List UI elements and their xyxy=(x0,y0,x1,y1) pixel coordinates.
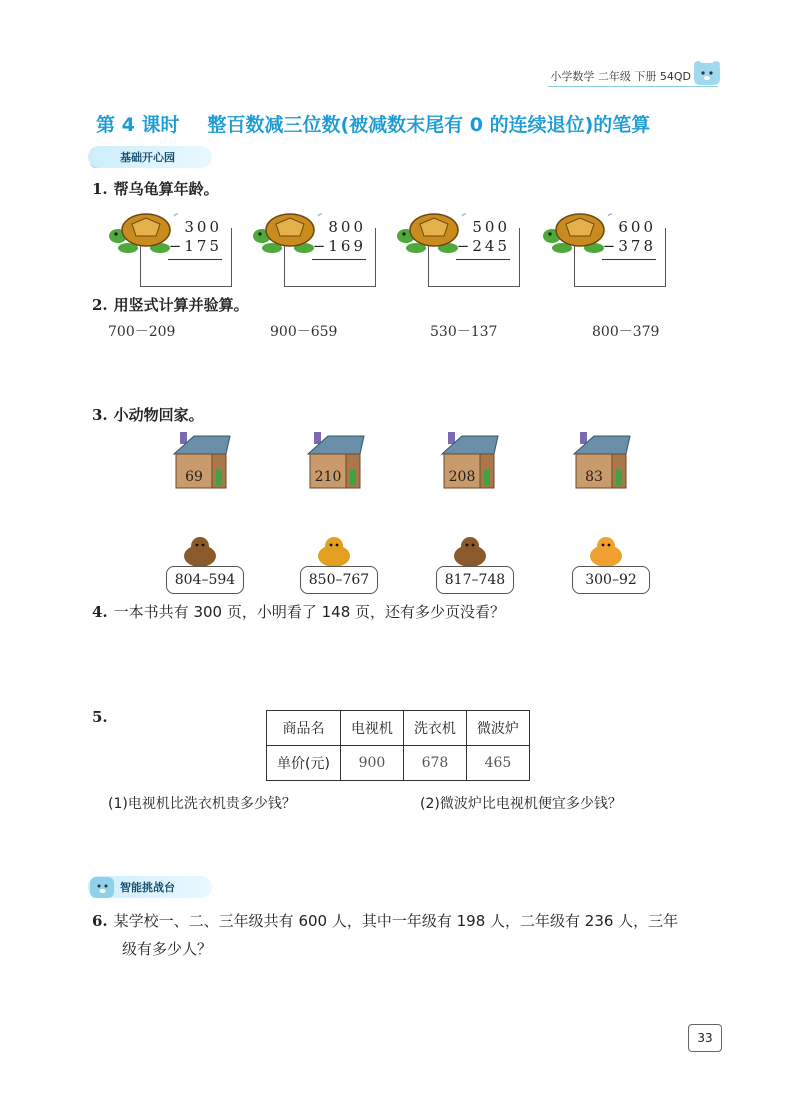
question-text: 帮乌龟算年龄。 xyxy=(113,180,219,198)
tiger-icon xyxy=(586,534,626,568)
minuend: 300 xyxy=(184,218,222,236)
section-challenge-label: 智能挑战台 xyxy=(88,876,212,898)
table-cell: 678 xyxy=(403,746,466,781)
lesson-title-text: 整百数减三位数(被减数末尾有 0 的连续退位)的笔算 xyxy=(207,114,651,136)
section-basic-label: 基础开心园 xyxy=(88,146,212,168)
bear-icon xyxy=(692,60,722,88)
question-6 xyxy=(92,907,678,963)
monkey-icon xyxy=(450,534,490,568)
animal-expression: 850–767 xyxy=(300,566,378,594)
vertical-subtraction xyxy=(312,218,366,260)
house-number: 69 xyxy=(185,469,203,485)
question-text: 用竖式计算并验算。 xyxy=(113,296,249,314)
table-row-label: 单价(元) xyxy=(267,746,341,781)
page-number: 33 xyxy=(688,1024,722,1052)
table-row xyxy=(267,711,530,746)
subtrahend: −169 xyxy=(312,237,366,255)
table-header-cell: 洗衣机 xyxy=(403,711,466,746)
table-row xyxy=(267,746,530,781)
lion-icon xyxy=(314,534,354,568)
question-text: 某学校一、二、三年级共有 600 人，其中一年级有 198 人，二年级有 236 人，三年 xyxy=(113,912,679,930)
animal-expression: 817–748 xyxy=(436,566,514,594)
expression: 900－659 xyxy=(270,324,338,340)
bear-icon xyxy=(88,874,116,900)
question-text: 小动物回家。 xyxy=(113,406,204,424)
table-header-cell: 微波炉 xyxy=(466,711,529,746)
question-3 xyxy=(92,404,204,425)
question-2 xyxy=(92,294,249,315)
expression: 700－209 xyxy=(108,324,176,340)
subtrahend: −245 xyxy=(456,237,510,255)
subtrahend: −378 xyxy=(602,237,656,255)
question-number: 6. xyxy=(92,912,108,930)
sub-question-1: (1)电视机比洗衣机贵多少钱？ xyxy=(108,796,296,812)
question-text: 一本书共有 300 页，小明看了 148 页，还有多少页没看？ xyxy=(113,603,506,621)
hedgehog-icon xyxy=(180,534,220,568)
house-number: 83 xyxy=(585,469,603,485)
vertical-subtraction xyxy=(456,218,510,260)
minuend: 600 xyxy=(618,218,656,236)
header-divider xyxy=(548,86,718,87)
subtrahend: −175 xyxy=(168,237,222,255)
question-1 xyxy=(92,178,219,199)
sum-line xyxy=(312,259,366,260)
minuend: 800 xyxy=(328,218,366,236)
expression: 530－137 xyxy=(430,324,498,340)
question-4 xyxy=(92,601,505,622)
question-number: 5. xyxy=(92,708,108,726)
animal-expression: 300–92 xyxy=(572,566,650,594)
table-header-cell: 商品名 xyxy=(267,711,341,746)
question-number: 3. xyxy=(92,406,108,424)
vertical-subtraction xyxy=(602,218,656,260)
lesson-number: 第 4 课时 xyxy=(96,114,180,136)
sum-line xyxy=(168,259,222,260)
house-number: 210 xyxy=(314,469,342,485)
expression: 800－379 xyxy=(592,324,660,340)
sub-question-2: (2)微波炉比电视机便宜多少钱？ xyxy=(420,796,622,812)
question-5 xyxy=(92,708,114,726)
table-cell: 900 xyxy=(340,746,403,781)
minuend: 500 xyxy=(472,218,510,236)
house-number: 208 xyxy=(448,469,476,485)
question-number: 2. xyxy=(92,296,108,314)
vertical-subtraction xyxy=(168,218,222,260)
question-text-continued: 级有多少人？ xyxy=(122,940,213,958)
sum-line xyxy=(456,259,510,260)
subject-tag-text: 小学数学 二年级 下册 54QD xyxy=(550,70,691,83)
animal-expression: 804–594 xyxy=(166,566,244,594)
question-number: 4. xyxy=(92,603,108,621)
table-cell: 465 xyxy=(466,746,529,781)
question-number: 1. xyxy=(92,180,108,198)
lesson-title xyxy=(96,110,736,137)
price-table xyxy=(266,710,530,781)
sum-line xyxy=(602,259,656,260)
table-header-cell: 电视机 xyxy=(340,711,403,746)
